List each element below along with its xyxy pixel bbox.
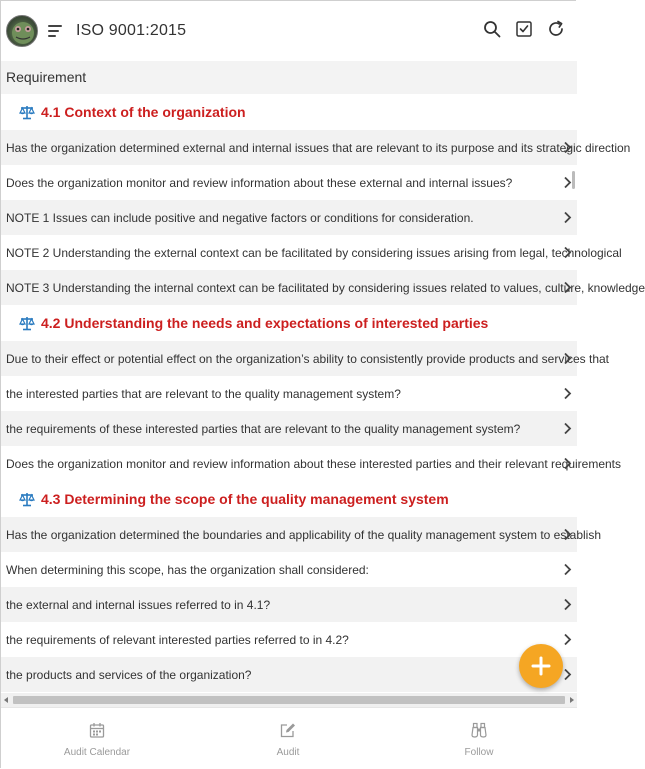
requirement-text: Has the organization determined external and internal issues that are relevant to its purpose and its strategic direction: [6, 140, 631, 155]
chevron-right-icon: [563, 457, 572, 470]
nav-follow[interactable]: [461, 722, 497, 760]
binoculars-icon: [471, 722, 487, 738]
requirement-text: NOTE 2 Understanding the external context can be facilitated by considering issues arising from legal, technological: [6, 245, 622, 260]
requirement-text: Does the organization monitor and review information about these external and internal issues?: [6, 175, 513, 190]
list-item[interactable]: [1, 446, 622, 481]
requirement-text: NOTE 3 Understanding the internal context can be facilitated by considering issues related to values, culture, knowledge: [6, 280, 645, 295]
chevron-right-icon: [563, 528, 572, 541]
nav-label: Follow: [464, 747, 494, 758]
plus-icon: [530, 655, 552, 677]
chevron-right-icon: [563, 281, 572, 294]
nav-audit[interactable]: [271, 722, 305, 760]
calendar-icon: [89, 722, 105, 738]
nav-label: Audit: [276, 747, 300, 758]
bottom-navigation: [1, 707, 577, 769]
scroll-right-arrow-icon[interactable]: [570, 697, 574, 703]
chevron-right-icon: [563, 633, 572, 646]
chevron-right-icon: [563, 563, 572, 576]
list-item[interactable]: [1, 341, 610, 376]
horizontal-scrollbar[interactable]: [1, 693, 577, 707]
requirement-text: Has the organization determined the boundaries and applicability of the quality management system to establish: [6, 527, 602, 542]
requirement-text: the requirements of relevant interested parties referred to in 4.2?: [6, 632, 349, 647]
list-item[interactable]: [1, 552, 577, 587]
requirement-text: When determining this scope, has the organization shall considered:: [6, 562, 369, 577]
chevron-right-icon: [563, 352, 572, 365]
list-item[interactable]: [1, 270, 645, 305]
chevron-right-icon: [563, 141, 572, 154]
nav-label: Audit Calendar: [63, 747, 131, 758]
chevron-right-icon: [563, 387, 572, 400]
checkbox-icon[interactable]: [515, 20, 533, 38]
section-title: 4.1 Context of the organization: [41, 104, 246, 120]
chevron-right-icon: [563, 668, 572, 681]
section-title: 4.3 Determining the scope of the quality management system: [41, 491, 449, 507]
edit-icon: [280, 722, 296, 738]
column-header: Requirement: [1, 61, 577, 94]
requirement-text: Due to their effect or potential effect on the organization’s ability to consistently provide products and services that: [6, 351, 610, 366]
scrollbar-thumb[interactable]: [13, 696, 565, 704]
menu-icon[interactable]: [48, 22, 66, 40]
section-header: [1, 94, 577, 130]
scale-icon: [19, 491, 35, 507]
scale-icon: [19, 104, 35, 120]
chevron-right-icon: [563, 246, 572, 259]
requirement-text: the requirements of these interested parties that are relevant to the quality management system?: [6, 421, 521, 436]
chevron-right-icon: [563, 211, 572, 224]
app-header: [1, 1, 577, 61]
list-item[interactable]: [1, 200, 577, 235]
scroll-left-arrow-icon[interactable]: [4, 697, 8, 703]
scale-icon: [19, 315, 35, 331]
avatar-image: [7, 16, 39, 48]
vertical-scrollbar[interactable]: [572, 171, 575, 189]
section-title: 4.2 Understanding the needs and expectations of interested parties: [41, 315, 489, 331]
refresh-icon[interactable]: [547, 20, 565, 38]
list-item[interactable]: [1, 235, 622, 270]
chevron-right-icon: [563, 176, 572, 189]
avatar[interactable]: [6, 15, 38, 47]
list-item[interactable]: [1, 165, 577, 200]
page-title: ISO 9001:2015: [76, 22, 187, 39]
list-item[interactable]: [1, 587, 577, 622]
requirement-text: Does the organization monitor and review information about these interested parties and their relevant requirements: [6, 456, 622, 471]
list-item[interactable]: [1, 130, 631, 165]
list-item[interactable]: [1, 376, 577, 411]
chevron-right-icon: [563, 422, 572, 435]
section-header: [1, 305, 577, 341]
requirement-text: the external and internal issues referred to in 4.1?: [6, 597, 271, 612]
requirement-text: the interested parties that are relevant to the quality management system?: [6, 386, 401, 401]
chevron-right-icon: [563, 598, 572, 611]
list-item[interactable]: [1, 411, 577, 446]
list-item[interactable]: [1, 517, 602, 552]
section-header: [1, 481, 577, 517]
requirement-text: NOTE 1 Issues can include positive and negative factors or conditions for consideration.: [6, 210, 474, 225]
list-item[interactable]: [1, 622, 577, 657]
list-item[interactable]: [1, 657, 577, 692]
requirement-text: the products and services of the organization?: [6, 667, 252, 682]
nav-audit-calendar[interactable]: [63, 722, 131, 760]
add-button[interactable]: [519, 644, 563, 688]
requirements-list[interactable]: [1, 61, 645, 693]
search-icon[interactable]: [483, 20, 501, 38]
